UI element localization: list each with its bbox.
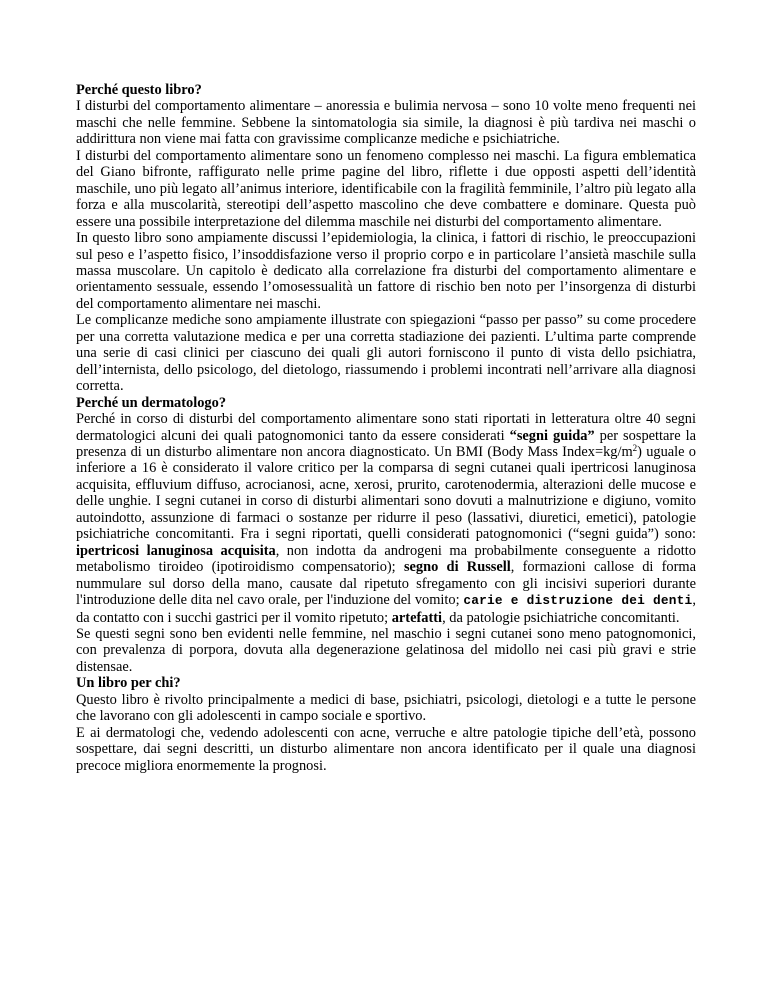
text-run: , da patologie psichiatriche concomitanti. [442,609,680,626]
document-page [76,82,696,774]
superscript-2: 2 [632,442,638,453]
text-run: Perché in corso di disturbi del comportamento alimentare sono stati riportati in letteratura oltre 40 segni dermatologici alcuni dei quali patognomonici tanto da essere considerati [76,411,696,444]
paragraph: I disturbi del comportamento alimentare sono un fenomeno complesso nei maschi. La figura emblematica del Giano bifronte, raffigurato nelle prime pagine del libro, riflette i due opposti aspetti dell’identità maschile, uno più legato all’animus interiore, identificabile con la fragilità femminile, l’altro più legato alla forza e alla muscolarità, stereotipi dell’aspetto mascolino che deve combattere e dominare. Questa può essere una possibile interpretazione del dilemma maschile nei disturbi del comportamento alimentare. [76,147,696,230]
heading-un-libro-per-chi: Un libro per chi? [76,675,181,692]
bold-segno-di-russell: segno di Russell [403,559,511,576]
paragraph: Le complicanze mediche sono ampiamente illustrate con spiegazioni “passo per passo” su come procedere per una corretta valutazione medica e per una corretta stadiazione dei pazienti. L’ultima parte comprende una serie di casi clinici per ciascuno dei quali gli autori forniscono il punto di vista dello psichiatra, dell’internista, dello psicologo, del dietologo, riassumendo i problemi incontrati nell’arrivare alla diagnosi corretta. [76,312,696,395]
heading-perche-un-dermatologo: Perché un dermatologo? [76,394,227,411]
paragraph-segni-dermatologici [76,411,696,626]
paragraph: I disturbi del comportamento alimentare – anoressia e bulimia nervosa – sono 10 volte meno frequenti nei maschi che nelle femmine. Sebbene la sintomatologia sia simile, la diagnosi è più tardiva nei maschi o addirittura non viene mai fatta con gravissime complicanze mediche e psichiatriche. [76,98,696,148]
text-run: , da contatto con i succhi gastrici per il vomito ripetuto; [76,592,696,626]
text-run: , formazioni callose di forma nummulare sul dorso della mano, causate dal ripetuto sfregamento con gli incisivi superiori durante l'introduzione delle dita nel cavo orale, per l'induzione del vomito; [76,559,697,609]
paragraph: E ai dermatologi che, vedendo adolescenti con acne, verruche e altre patologie tipiche dell’età, possono sospettare, dai segni descritti, un disturbo alimentare non ancora identificato per il quale una diagnosi precoce migliora enormemente la prognosi. [76,724,696,774]
paragraph: In questo libro sono ampiamente discussi l’epidemiologia, la clinica, i fattori di rischio, le preoccupazioni sul peso e l’aspetto fisico, l’insoddisfazione verso il proprio corpo e in particolare l’ansietà maschile sulla massa muscolare. Un capitolo è dedicato alla correlazione fra disturbi del comportamento alimentare e orientamento sessuale, essendo l’omosessualità un fattore di rischio ben noto per l’insorgenza di disturbi del comportamento alimentare nei maschi. [76,230,696,312]
bold-artefatti: artefatti [391,609,443,626]
text-run: ) uguale o inferiore a 16 è considerato il valore critico per la comparsa di segni cutanei quali ipertricosi lanuginosa acquisita, effluvium diffuso, acrocianosi, acne, xerosi, prurito, carotenodermia, alterazioni delle mucose e delle unghie. I segni cutanei in corso di disturbi alimentari sono dovuti a malnutrizione e digiuno, vomito autoindotto, assunzione di farmaci o sostanze per ridurre il peso (lassativi, diuretici, emetici), patologie psichiatriche concomitanti. Fra i segni riportati, quelli considerati patognomonici (“segni guida”) sono: [76,443,696,543]
paragraph: Se questi segni sono ben evidenti nelle femmine, nel maschio i segni cutanei sono meno patognomonici, con prevalenza di porpora, dovuta alla degenerazione gelatinosa del midollo nei casi più gravi e strie distensae. [76,625,696,675]
paragraph: Questo libro è rivolto principalmente a medici di base, psichiatri, psicologi, dietologi e a tutte le persone che lavorano con gli adolescenti in campo sociale e sportivo. [76,691,696,725]
bold-segni-guida: “segni guida” [509,427,595,444]
text-run: , non indotta da androgeni ma probabilmente conseguente a ridotto metabolismo tiroideo (ipotiroidismo compensatorio); [76,542,696,576]
heading-perche-questo-libro: Perché questo libro? [76,82,202,98]
text-run: per sospettare la presenza di un disturbo alimentare non ancora diagnosticato. Un BMI (Body Mass Index=kg/m [76,427,696,460]
bold-ipertricosi: ipertricosi lanuginosa acquisita [76,542,276,559]
bold-carie-denti: carie e distruzione dei denti [463,593,693,609]
